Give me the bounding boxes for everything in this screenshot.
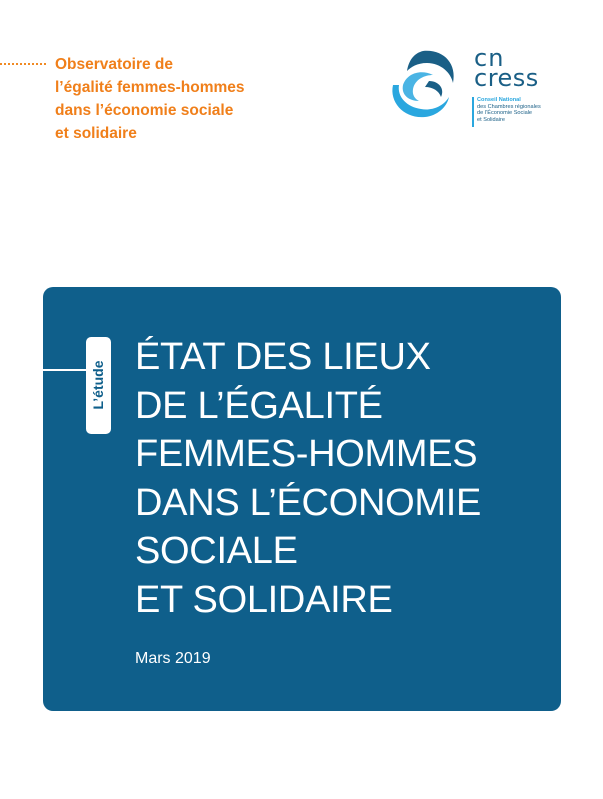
publication-date: Mars 2019 — [135, 650, 211, 667]
observatory-title-line: Observatoire de — [55, 56, 174, 73]
cncress-swirl-icon — [385, 45, 465, 125]
logo-cn-text: cn — [474, 44, 505, 72]
logo-subtitle-line: des Chambres régionales — [477, 103, 541, 110]
tab-connector-line — [43, 369, 91, 371]
main-title-line: DE L’ÉGALITÉ — [135, 384, 383, 427]
etude-tab-label: L’étude — [90, 360, 106, 410]
observatory-title-line: dans l’économie sociale — [55, 102, 234, 119]
main-title-line: FEMMES-HOMMES — [135, 433, 478, 475]
main-title-line: ÉTAT DES LIEUX — [135, 336, 431, 378]
logo-subtitle-line: Conseil National — [477, 97, 521, 103]
logo-subtitle-line: et Solidaire — [477, 116, 505, 123]
main-title-line: ET SOLIDAIRE — [135, 578, 393, 621]
observatory-title-line: l’égalité femmes-hommes — [55, 79, 245, 96]
main-title — [135, 333, 555, 624]
dotted-rule — [0, 63, 46, 65]
logo-subtitle — [477, 97, 567, 123]
observatory-title-line: et solidaire — [55, 125, 137, 142]
logo-cress-text: cress — [474, 64, 539, 92]
main-title-line: DANS L’ÉCONOMIE — [135, 481, 482, 524]
main-title-line: SOCIALE — [135, 530, 298, 572]
cncress-logo — [385, 45, 565, 135]
logo-subtitle-line: de l’Économie Sociale — [477, 110, 533, 116]
observatory-title — [55, 53, 295, 145]
logo-divider — [472, 97, 474, 127]
